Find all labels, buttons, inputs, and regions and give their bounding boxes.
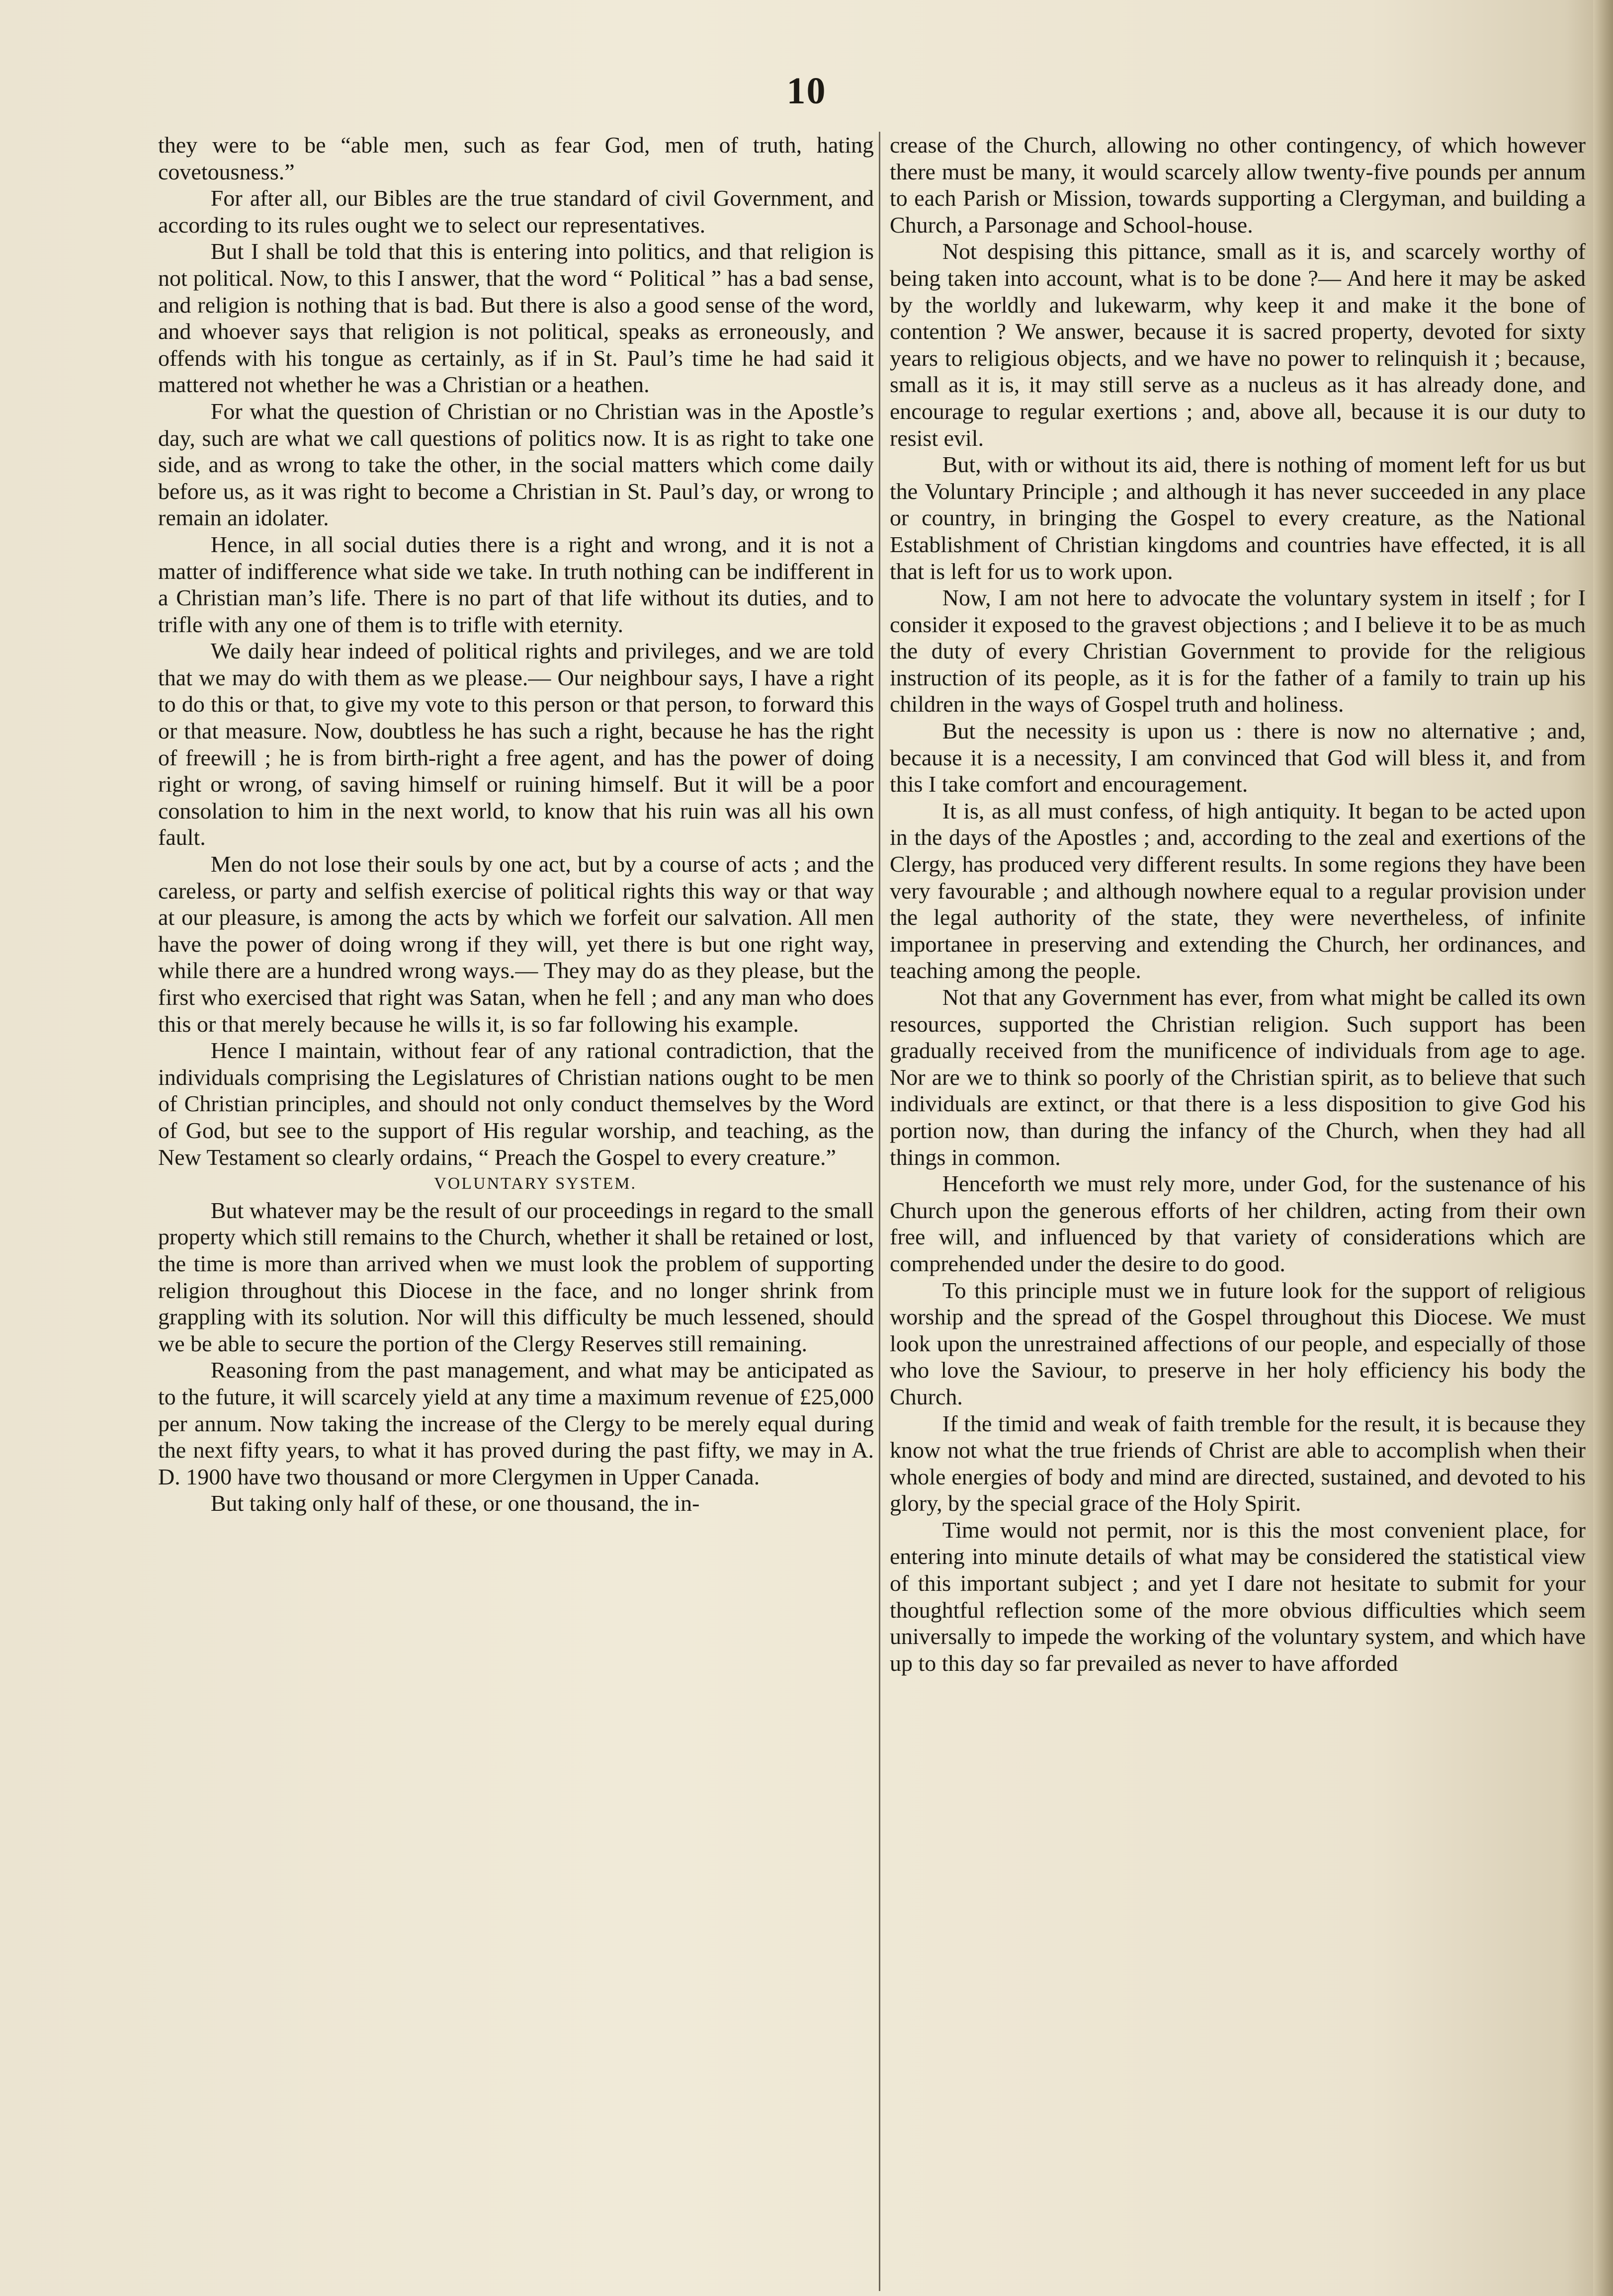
paragraph: But whatever may be the result of our proceedings in regard to the small property which still remains to the Church, whether it shall be retained or lost, the time is more than arrived when we must look the problem of supporting religion throughout this Diocese in the face, and no longer shrink from grappling with its solution. Nor will this difficulty be much lessened, should we be able to secure the portion of the Clergy Reserves still remaining. xyxy=(158,1197,874,1356)
paragraph: Time would not permit, nor is this the most convenient place, for entering into minute details of what may be considered the statistical view of this important subject ; and yet I dare not hesitate to submit for your thoughtful reflection some of the more obvious difficulties which seem universally to impede the working of the voluntary system, and which have up to this day so far prevailed as never to have afforded xyxy=(890,1517,1586,1676)
paragraph: Not despising this pittance, small as it is, and scarcely worthy of being taken into account, what is to be done ?— And here it may be asked by the worldly and lukewarm, why keep it and make it the bone of contention ? We answer, because it is sacred property, devoted for sixty years to religious objects, and we have no power to relinquish it ; because, small as it is, it may still serve as a nucleus as it has already done, and encourage to regular exertions ; and, above all, because it is our duty to resist evil. xyxy=(890,239,1586,451)
paragraph: Men do not lose their souls by one act, but by a course of acts ; and the careless, or party and selfish exercise of political rights this way or that way at our pleasure, is among the acts by which we forfeit our salvation. All men have the power of doing wrong if they will, yet there is but one right way, while there are a hundred wrong ways.— They may do as they please, but the first who exercised that right was Satan, when he fell ; and any man who does this or that merely because he wills it, is so far following his example. xyxy=(158,851,874,1037)
paragraph: We daily hear indeed of political rights and privileges, and we are told that we may do with them as we please.— Our neighbour says, I have a right to do this or that, to give my vote to this person or that person, to forward this or that measure. Now, doubtless he has such a right, because he has the right of freewill ; he is from birth-right a free agent, and has the power of doing right or wrong, of saving himself or ruining himself. But it will be a poor consolation to him in the next world, to know that his ruin was all his own fault. xyxy=(158,638,874,850)
paragraph: Hence, in all social duties there is a right and wrong, and it is not a matter of indifference what side we take. In truth nothing can be indifferent in a Christian man’s life. There is no part of that life without its duties, and to trifle with any one of them is to trifle with eternity. xyxy=(158,531,874,637)
paragraph: But, with or without its aid, there is nothing of moment left for us but the Voluntary Principle ; and although it has never succeeded in any place or country, in bringing the Gospel to every creature, as the National Establishment of Christian kingdoms and countries have effected, it is all that is left for us to work upon. xyxy=(890,452,1586,584)
paragraph: But I shall be told that this is entering into politics, and that religion is not political. Now, to this I answer, that the word “ Political ” has a bad sense, and religion is nothing that is bad. But there is also a good sense of the word, and whoever says that religion is not political, speaks as erroneously, and offends with his tongue as certainly, as if in St. Paul’s time he had said it mattered not whether he was a Christian or a heathen. xyxy=(158,239,874,398)
paragraph: For after all, our Bibles are the true standard of civil Government, and according to its rules ought we to select our representatives. xyxy=(158,185,874,238)
paragraph: Hence I maintain, without fear of any rational contradiction, that the individuals comprising the Legislatures of Christian nations ought to be men of Christian principles, and should not only conduct themselves by the Word of God, but see to the support of His regular worship, and teaching, as the New Testament so clearly ordains, “ Preach the Gospel to every creature.” xyxy=(158,1038,874,1170)
paragraph: But taking only half of these, or one thousand, the in- xyxy=(210,1490,700,1516)
right-column xyxy=(890,132,1586,1676)
paragraph: It is, as all must confess, of high antiquity. It began to be acted upon in the days of the Apostles ; and, according to the zeal and exertions of the Clergy, has produced very different results. In some regions they have been very favourable ; and although nowhere equal to a regular provision under the legal authority of the state, they were nevertheless, of infinite importanee in preserving and extending the Church, her ordinances, and teaching among the people. xyxy=(890,798,1586,984)
paragraph: But the necessity is upon us : there is now no alternative ; and, because it is a necessity, I am convinced that God will bless it, and from this I take comfort and encouragement. xyxy=(890,718,1586,797)
paragraph: Henceforth we must rely more, under God, for the sustenance of his Church upon the generous efforts of her children, acting from their own free will, and influenced by that variety of considerations which are comprehended under the desire to do good. xyxy=(890,1171,1586,1276)
paragraph: crease of the Church, allowing no other contingency, of which however there must be many, it would scarcely allow twenty-five pounds per annum to each Parish or Mission, towards supporting a Clergyman, and building a Church, a Parsonage and School-house. xyxy=(890,132,1586,238)
paragraph: For what the question of Christian or no Christian was in the Apostle’s day, such are what we call questions of politics now. It is as right to take one side, and as wrong to take the other, in the social matters which come daily before us, as it was right to become a Christian in St. Paul’s day, or wrong to remain an idolater. xyxy=(158,398,874,531)
section-heading: VOLUNTARY SYSTEM. xyxy=(434,1174,637,1193)
paragraph: they were to be “able men, such as fear God, men of truth, hating covetousness.” xyxy=(158,132,874,184)
page-gutter-shadow xyxy=(1593,0,1613,2296)
paragraph: If the timid and weak of faith tremble for the result, it is because they know not what the true friends of Christ are able to accomplish when their whole energies of body and mind are directed, sustained, and devoted to his glory, by the special grace of the Holy Spirit. xyxy=(890,1410,1586,1516)
paragraph: Now, I am not here to advocate the voluntary system in itself ; for I consider it exposed to the gravest objections ; and I believe it to be as much the duty of every Christian Government to provide for the religious instruction of its people, as it is for the father of a family to train up his children in the ways of Gospel truth and holiness. xyxy=(890,585,1586,717)
left-column xyxy=(158,132,874,1517)
column-divider xyxy=(879,132,880,2291)
page-number: 10 xyxy=(786,70,827,112)
paragraph: Reasoning from the past management, and what may be anticipated as to the future, it will scarcely yield at any time a maximum revenue of £25,000 per annum. Now taking the increase of the Clergy to be merely equal during the next fifty years, to what it has proved during the past fifty, we may in A. D. 1900 have two thousand or more Clergymen in Upper Canada. xyxy=(158,1357,874,1489)
paragraph: To this principle must we in future look for the support of religious worship and the spread of the Gospel throughout this Diocese. We must look upon the unrestrained affections of our people, and especially of those who love the Saviour, to preserve in her holy efficiency his body the Church. xyxy=(890,1277,1586,1409)
paragraph: Not that any Government has ever, from what might be called its own resources, supported the Christian religion. Such support has been gradually received from the munificence of individuals from age to age. Nor are we to think so poorly of the Christian spirit, as to believe that such individuals are extinct, or that there is a less disposition to give God his portion now, than during the infancy of the Church, when they had all things in common. xyxy=(890,984,1586,1170)
